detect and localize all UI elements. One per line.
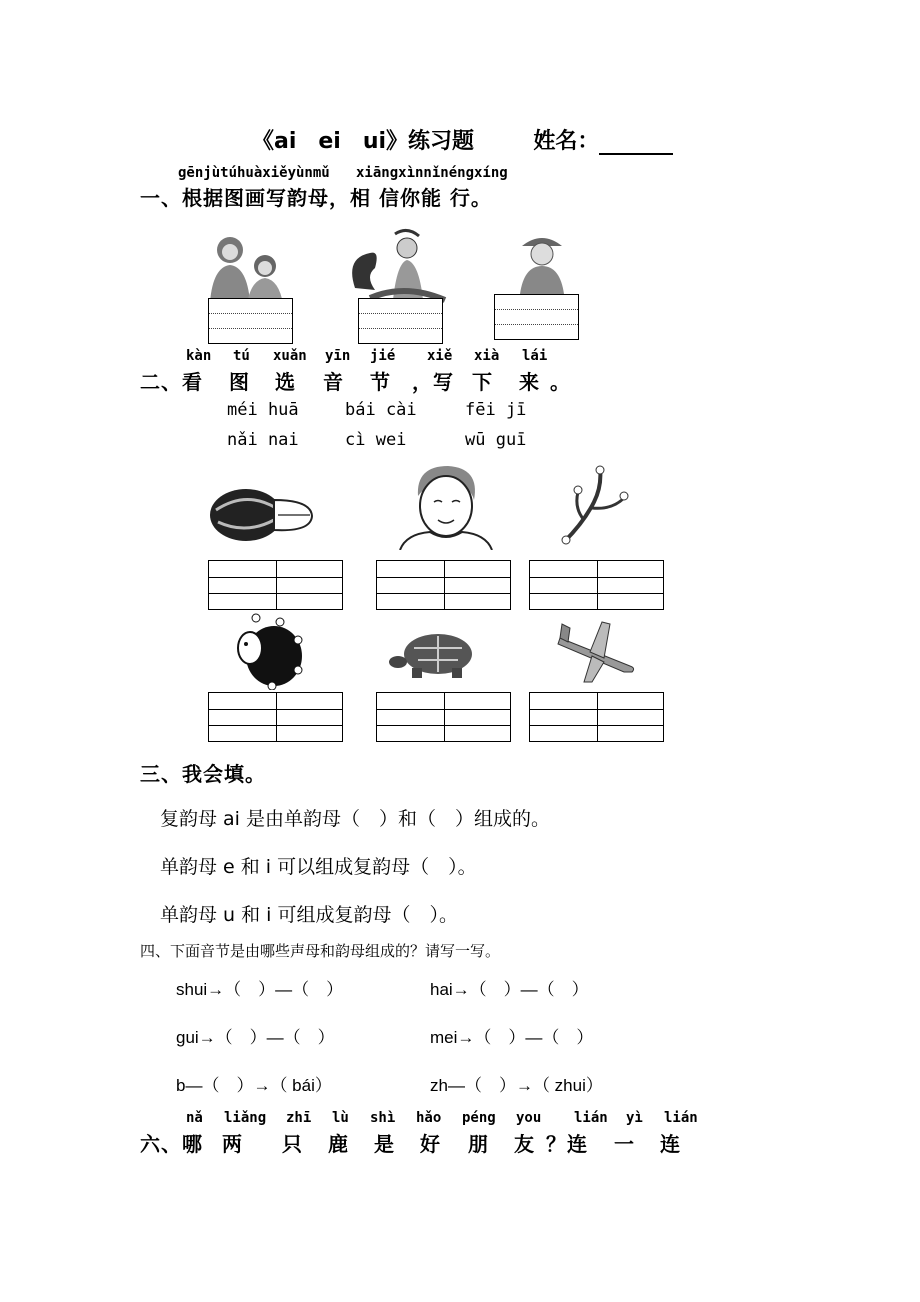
section1-pinyin-a: gēnjùtúhuàxiěyùnmǔ xyxy=(178,165,330,181)
section4-heading: 四、下面音节是由哪些声母和韵母组成的？请写一写。 xyxy=(140,942,501,960)
section6-heading: 六、 哪 两 只 鹿 是 好 朋 友 ？连 一 连 xyxy=(140,1132,681,1156)
answer-grid-cabbage[interactable] xyxy=(208,560,343,610)
option-nai-nai: nǎi nai xyxy=(227,430,299,450)
fill-line-3: 单韵母 u 和 i 可组成复韵母（ ）。 xyxy=(160,904,458,926)
exercise-gui: gui→（ ）—（ ） xyxy=(176,1028,335,1047)
answer-grid-grandma[interactable] xyxy=(376,560,511,610)
turtle-picture xyxy=(388,626,484,682)
option-mei-hua: méi huā xyxy=(227,400,299,420)
write-box-2[interactable] xyxy=(358,298,443,344)
section2-heading: 二、 看 图 选 音 节 ，写 下 来 。 xyxy=(140,370,571,394)
section1-pinyin-b: xiāngxìnnǐnéngxíng xyxy=(356,165,508,181)
title-text: 《ai ei ui》练习题 xyxy=(252,129,475,154)
option-ci-wei: cì wei xyxy=(345,430,407,450)
answer-grid-airplane[interactable] xyxy=(529,692,664,742)
worksheet-title xyxy=(252,124,673,155)
fill-line-2: 单韵母 e 和 i 可以组成复韵母（ ）。 xyxy=(160,856,477,878)
exercise-zhui: zh—（ ）→（ zhui） xyxy=(430,1076,603,1095)
answer-grid-hedgehog[interactable] xyxy=(208,692,343,742)
grandma-picture xyxy=(396,462,496,550)
exercise-shui: shui→（ ）—（ ） xyxy=(176,980,344,999)
section3-heading: 三、我会填。 xyxy=(140,762,266,786)
section1-heading: 一、根据图画写韵母，相 信你能 行。 xyxy=(140,186,492,210)
girl-with-hat-picture xyxy=(502,232,582,294)
girl-on-bird-picture xyxy=(345,228,455,308)
hedgehog-picture xyxy=(232,612,304,690)
name-blank[interactable] xyxy=(599,133,673,155)
answer-grid-plum-blossom[interactable] xyxy=(529,560,664,610)
option-wu-gui: wū guī xyxy=(465,430,527,450)
exercise-mei: mei→（ ）—（ ） xyxy=(430,1028,594,1047)
plum-blossom-picture xyxy=(554,462,634,550)
answer-grid-turtle[interactable] xyxy=(376,692,511,742)
write-box-3[interactable] xyxy=(494,294,579,340)
write-box-1[interactable] xyxy=(208,298,293,344)
two-girls-picture xyxy=(195,232,295,304)
fill-line-1: 复韵母 ai 是由单韵母（ ）和（ ）组成的。 xyxy=(160,808,551,830)
name-label: 姓名： xyxy=(533,129,600,154)
exercise-bai: b—（ ）→（ bái） xyxy=(176,1076,332,1095)
option-fei-ji: fēi jī xyxy=(465,400,527,420)
exercise-hai: hai→（ ）—（ ） xyxy=(430,980,589,999)
airplane-picture xyxy=(554,616,638,686)
option-bai-cai: bái cài xyxy=(345,400,417,420)
cabbage-picture xyxy=(206,480,316,550)
